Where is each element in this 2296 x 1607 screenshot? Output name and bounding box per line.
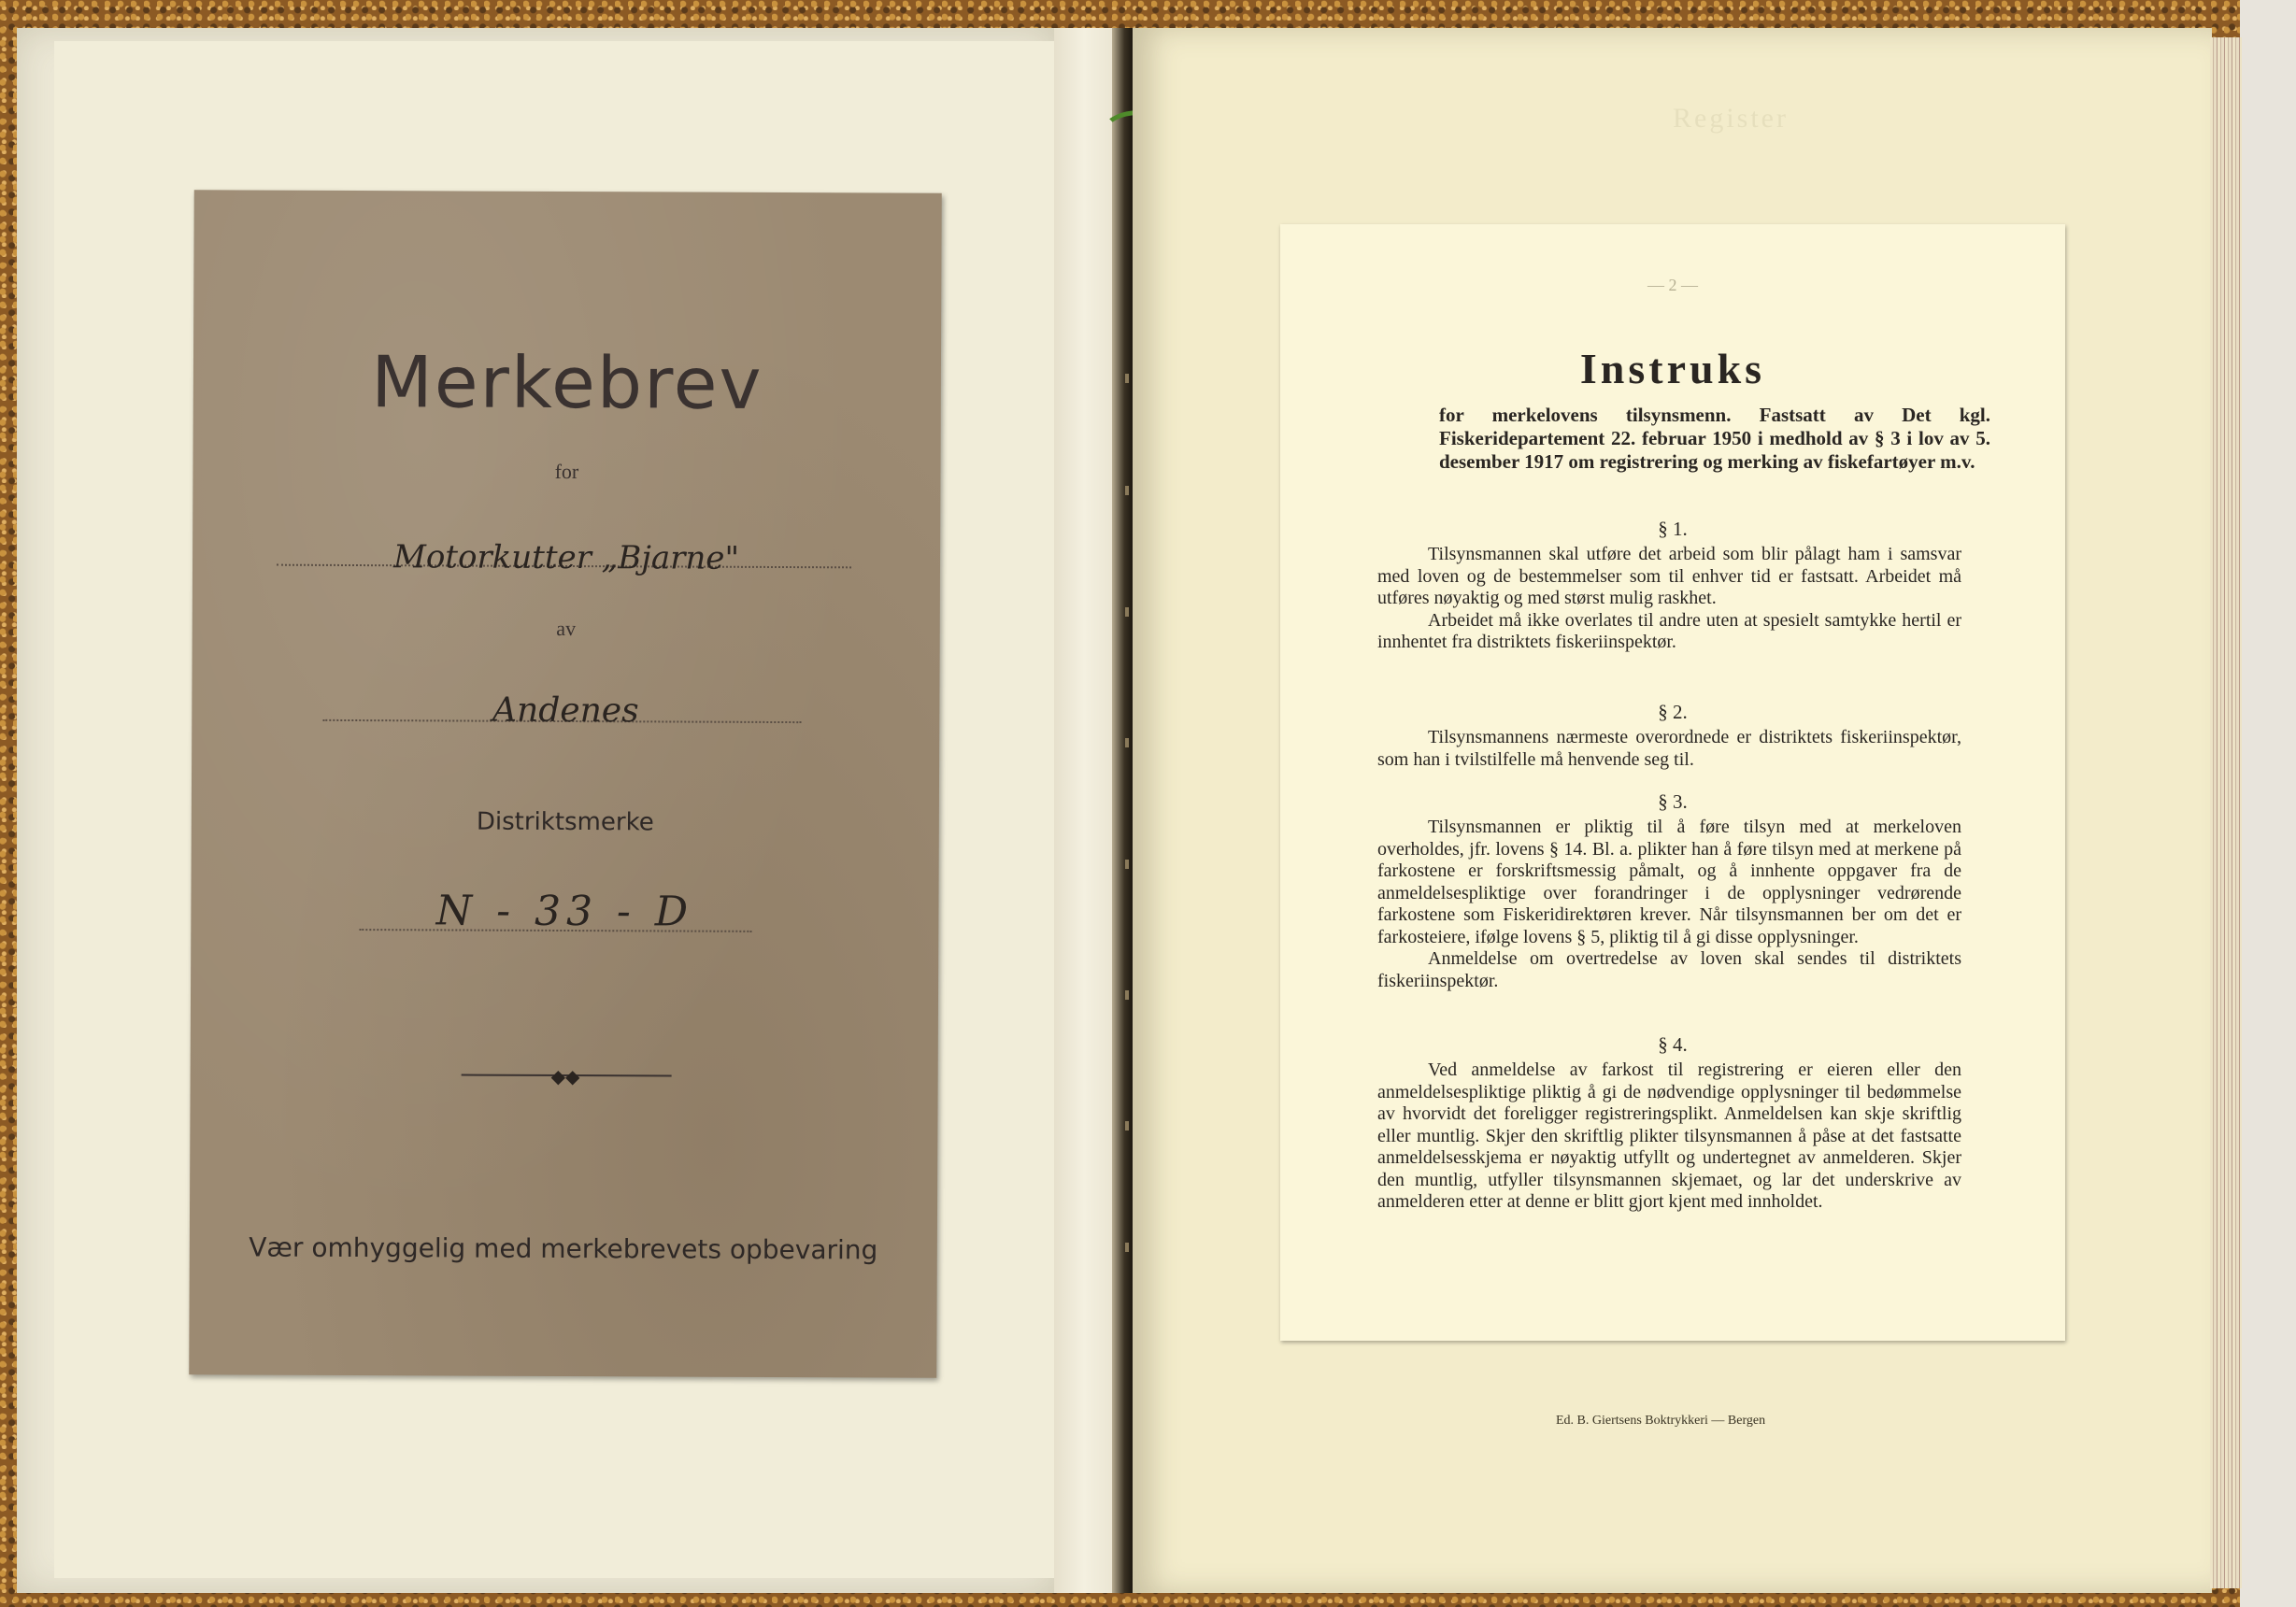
section-heading: § 4. <box>1658 1033 1688 1056</box>
section-paragraph: Tilsynsmannens nærmeste overordnede er distriktets fiskeriinspektør, som han i tvilstilfelle må henvende seg til. <box>1377 727 1961 770</box>
binding-stitch <box>1125 990 1129 1000</box>
section-paragraph: Tilsynsmannen er pliktig til å føre tilsyn med at merkeloven overholdes, jfr. lovens § 14. Bl. a. plikter han å føre tilsyn med at merkene på farkostene er forskriftsmessig påmalt, og å innhente oppgaver fra de anmeldelsespliktige over forandringer i de opplysninger vedrørende farkostene som Fiskeridirektøren krever. Når tilsynsmannen ber om det er farkosteiere, ifølge lovens § 5, pliktig til å gi disse opplysninger. <box>1377 817 1961 947</box>
sheet-title: Instruks <box>1579 345 1766 392</box>
section-body <box>1377 817 1961 992</box>
sheet-page-mark: — 2 — <box>1647 276 1698 294</box>
sheet-subtitle: for merkelovens tilsynsmenn. Fastsatt av Det kgl. Fiskeridepartement 22. februar 1950 i medhold av § 3 i lov av 5. desember 1917 om registrering og merking av fiskefartøyer m.v. <box>1439 404 1990 473</box>
instruks-sheet <box>1280 224 2065 1341</box>
section-body <box>1377 727 1961 771</box>
binding-stitch <box>1125 486 1129 495</box>
section-heading: § 3. <box>1658 790 1688 813</box>
binding-stitch <box>1125 738 1129 747</box>
section-heading: § 2. <box>1658 701 1688 723</box>
envelope-title: Merkebrev <box>371 340 763 425</box>
printer-imprint: Ed. B. Giertsens Boktrykkeri — Bergen <box>1556 1414 1766 1428</box>
cover-edge <box>2240 0 2296 1607</box>
envelope-for-label: for <box>554 459 579 484</box>
binding-stitch <box>1125 860 1129 869</box>
ornament-diamond-icon: ◆◆ <box>550 1064 580 1088</box>
section-body <box>1377 1059 1961 1214</box>
section-heading: § 1. <box>1658 518 1688 540</box>
ghost-header-text: Register <box>1673 103 1789 134</box>
district-mark-label: Distriktsmerke <box>476 807 654 837</box>
section-paragraph: Ved anmeldelse av farkost til registrering er eieren eller den anmeldelsespliktige pliktig å gi de nødvendige opplysninger til bedømmelse av hvorvidt det foreligger registreringsplikt. Anmeldelsen kan skje skriftlig eller muntlig. Skjer den skriftlig plikter tilsynsmannen å påse at det fastsatte anmeldelsesskjema er nøyaktig utfyllt og undertegnet av anmelderen. Skjer den muntlig, utfyller tilsynsmannen skjemaet, og lar det underskrive av anmelderen etter at denne er blitt gjort kjent med innholdet. <box>1377 1059 1961 1212</box>
page-edges <box>2210 37 2242 1588</box>
envelope-av-label: av <box>556 616 577 641</box>
place-name: Andenes <box>492 690 639 731</box>
binding-stitch <box>1125 607 1129 617</box>
merkebrev-envelope <box>189 190 942 1377</box>
envelope-footer: Vær omhyggelig med merkebrevets opbevaring <box>249 1231 878 1266</box>
section-paragraph: Anmeldelse om overtredelse av loven skal sendes til distriktets fiskeriinspektør. <box>1377 948 1961 991</box>
section-paragraph: Arbeidet må ikke overlates til andre uten at spesielt samtykke hertil er innhentet fra distriktets fiskeriinspektør. <box>1377 609 1961 652</box>
section-body <box>1377 544 1961 654</box>
binding-stitch <box>1125 374 1129 383</box>
gutter-fold-shadow <box>1112 28 1133 1593</box>
binding-stitch <box>1125 1121 1129 1131</box>
section-paragraph: Tilsynsmannen skal utføre det arbeid som blir pålagt ham i samsvar med loven og de bestemmelser som til enhver tid er fastsatt. Arbeidet må utføres nøyaktig og med størst mulig raskhet. <box>1377 544 1961 608</box>
district-mark: N - 33 - D <box>435 887 694 936</box>
binding-stitch <box>1125 1243 1129 1252</box>
vessel-name: Motorkutter „Bjarne" <box>392 538 740 577</box>
